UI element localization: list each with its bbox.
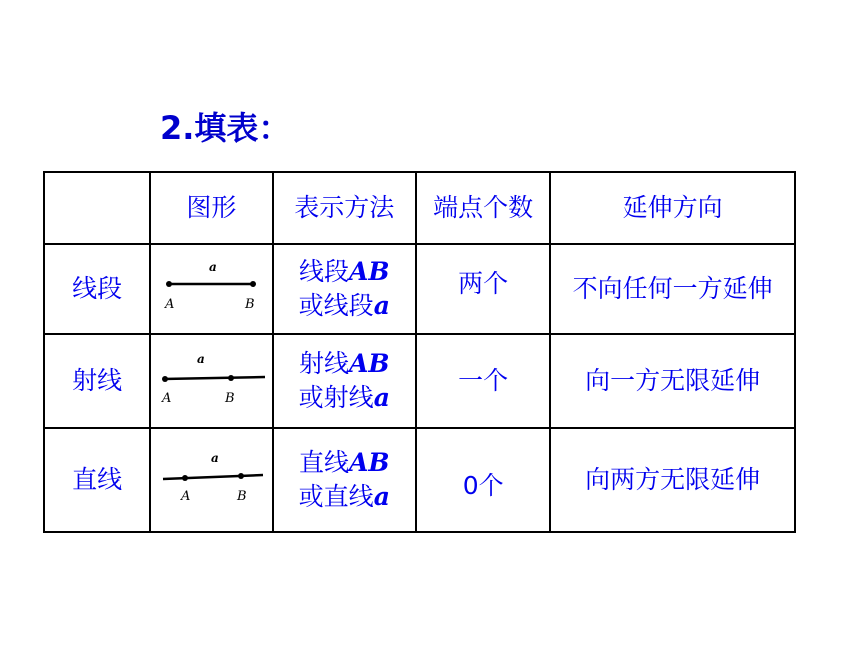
point-a-dot <box>166 281 172 287</box>
page-title: 2.填表： <box>160 109 291 147</box>
header-cell-notation: 表示方法 <box>273 172 416 244</box>
figure-cell <box>150 244 272 334</box>
point-a-dot <box>162 376 168 382</box>
ray-figure <box>153 351 269 411</box>
notation-symbol: AB <box>349 257 390 286</box>
table-header-row <box>44 172 795 244</box>
direction-cell: 不向任何一方延伸 <box>550 244 795 334</box>
notation-symbol: AB <box>349 448 390 477</box>
header-cell-endpoints: 端点个数 <box>416 172 550 244</box>
notation-line-2 <box>274 289 415 323</box>
notation-word: 或直线 <box>298 482 374 511</box>
notation-cell <box>273 244 416 334</box>
notation-symbol: AB <box>349 349 390 378</box>
direction-cell: 向一方无限延伸 <box>550 334 795 428</box>
point-b-dot <box>228 375 234 381</box>
point-b-dot <box>238 473 244 479</box>
label-a: a <box>211 451 220 465</box>
notation-word: 线段 <box>299 257 350 286</box>
header-cell-direction: 延伸方向 <box>550 172 795 244</box>
notation-line-1 <box>274 446 415 480</box>
notation-word: 或线段 <box>298 291 374 320</box>
header-cell-figure: 图形 <box>150 172 272 244</box>
notation-word: 射线 <box>299 349 350 378</box>
direction-cell: 向两方无限延伸 <box>550 428 795 532</box>
notation-line-1 <box>274 255 415 289</box>
notation-cell <box>273 428 416 532</box>
row-name-segment: 线段 <box>44 244 150 334</box>
notation-word: 直线 <box>299 448 350 477</box>
notation-line-2 <box>274 480 415 514</box>
notation-symbol: a <box>373 482 390 511</box>
comparison-table <box>43 171 796 533</box>
label-B: B <box>225 391 235 406</box>
label-A: A <box>165 297 175 312</box>
notation-cell <box>273 334 416 428</box>
straight-line <box>163 475 263 479</box>
segment-figure <box>153 259 269 319</box>
notation-word: 或射线 <box>298 383 374 412</box>
table-row <box>44 244 795 334</box>
endpoints-cell: 两个 <box>416 244 550 334</box>
figure-cell <box>150 428 272 532</box>
notation-line-2 <box>274 381 415 415</box>
label-A: A <box>162 391 172 406</box>
label-a: a <box>209 260 218 274</box>
label-B: B <box>245 297 255 312</box>
label-a: a <box>197 352 206 366</box>
header-cell-empty <box>44 172 150 244</box>
row-name-line: 直线 <box>44 428 150 532</box>
ray-line <box>163 377 265 379</box>
notation-symbol: a <box>373 291 390 320</box>
label-B: B <box>237 489 247 504</box>
figure-cell <box>150 334 272 428</box>
notation-symbol: a <box>373 383 390 412</box>
line-figure <box>153 450 269 510</box>
row-name-ray: 射线 <box>44 334 150 428</box>
endpoints-cell: 一个 <box>416 334 550 428</box>
label-A: A <box>181 489 191 504</box>
table-row <box>44 428 795 532</box>
notation-line-1 <box>274 347 415 381</box>
table-row <box>44 334 795 428</box>
point-b-dot <box>250 281 256 287</box>
point-a-dot <box>182 475 188 481</box>
endpoints-cell: 0个 <box>416 428 550 532</box>
